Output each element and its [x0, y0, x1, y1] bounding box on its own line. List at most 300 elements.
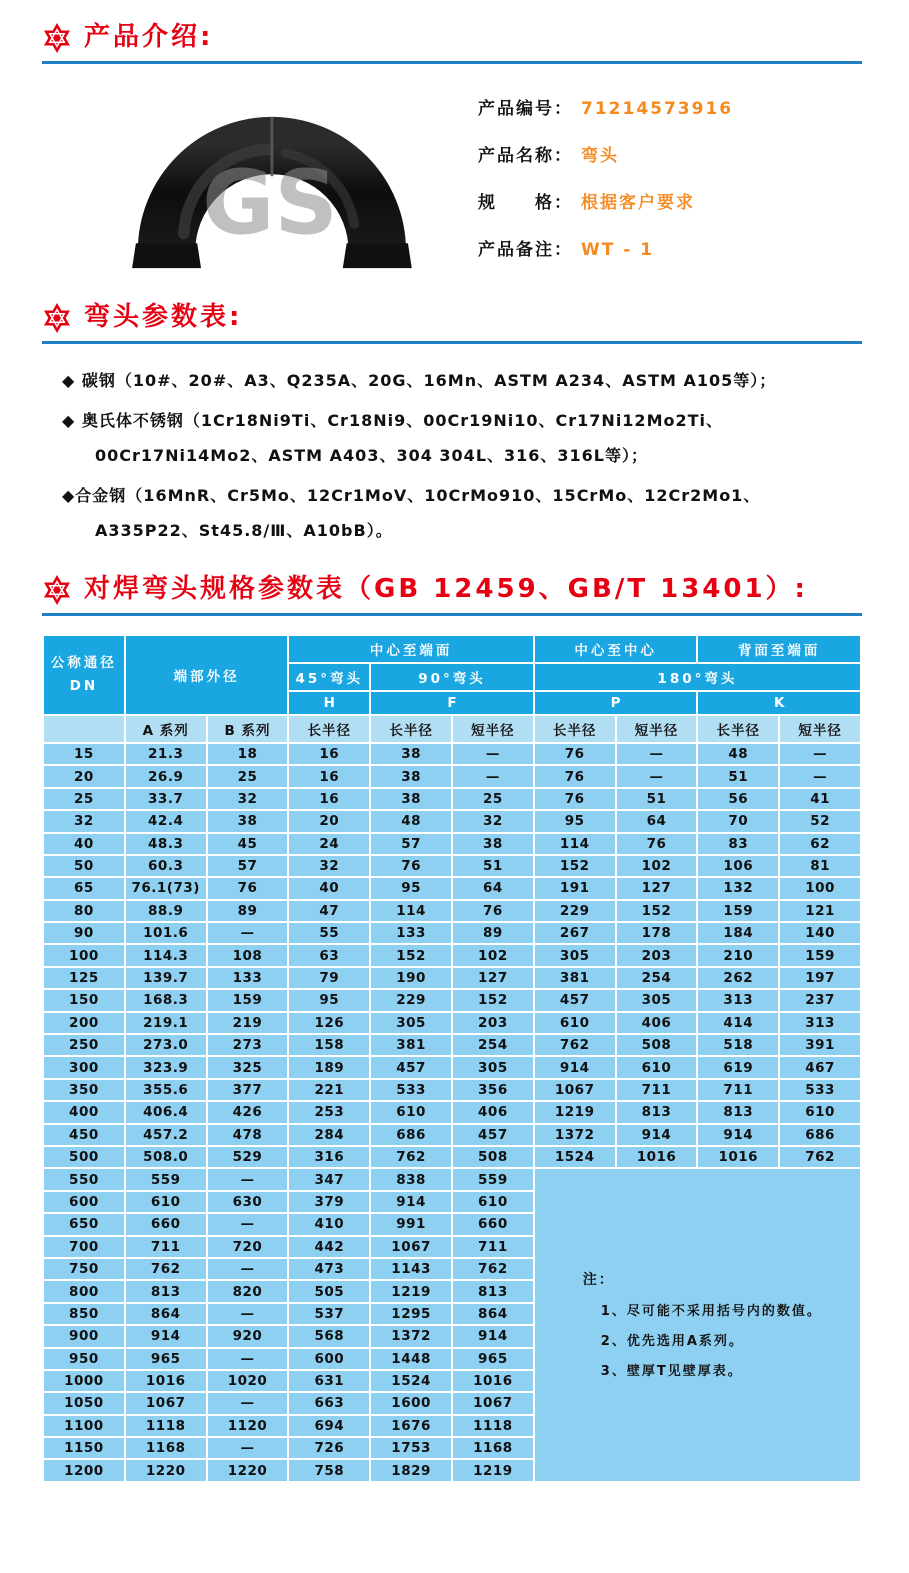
- table-cell: 537: [288, 1303, 370, 1325]
- table-cell: 1168: [452, 1437, 534, 1459]
- table-cell: 81: [779, 855, 861, 877]
- table-cell: 127: [616, 877, 698, 899]
- table-cell: —: [207, 1258, 289, 1280]
- table-cell: 178: [616, 922, 698, 944]
- table-row: [43, 833, 861, 855]
- table-cell: 762: [452, 1258, 534, 1280]
- table-notes: [534, 1168, 861, 1481]
- table-cell: 313: [779, 1012, 861, 1034]
- notes-item: 2、优先选用A系列。: [600, 1334, 744, 1350]
- table-cell: 457.2: [125, 1124, 207, 1146]
- table-cell: 1067: [534, 1079, 616, 1101]
- table-cell: 40: [43, 833, 125, 855]
- table-cell: 377: [207, 1079, 289, 1101]
- subheader-short-radius: 短半径: [779, 715, 861, 743]
- table-cell: —: [779, 743, 861, 765]
- table-cell: 168.3: [125, 989, 207, 1011]
- divider-line: [42, 61, 862, 64]
- col-header-dn-cn: 公称通径: [50, 655, 117, 672]
- table-cell: 457: [534, 989, 616, 1011]
- table-cell: 1372: [370, 1325, 452, 1347]
- table-cell: 25: [207, 765, 289, 787]
- table-cell: 48.3: [125, 833, 207, 855]
- table-cell: 711: [452, 1236, 534, 1258]
- table-row: [43, 1012, 861, 1034]
- table-cell: 16: [288, 743, 370, 765]
- product-image: [100, 90, 440, 272]
- table-cell: 133: [207, 967, 289, 989]
- table-cell: 45: [207, 833, 289, 855]
- table-row: [43, 855, 861, 877]
- table-cell: 16: [288, 765, 370, 787]
- table-cell: 132: [697, 877, 779, 899]
- gs-watermark: GS: [202, 151, 338, 255]
- col-header-f: F: [370, 691, 534, 715]
- notes-item: 3、壁厚T见壁厚表。: [600, 1364, 743, 1380]
- table-cell: 1448: [370, 1348, 452, 1370]
- table-cell: 32: [207, 788, 289, 810]
- table-cell: 190: [370, 967, 452, 989]
- table-cell: 95: [370, 877, 452, 899]
- table-cell: 600: [43, 1191, 125, 1213]
- table-cell: 25: [43, 788, 125, 810]
- table-cell: 700: [43, 1236, 125, 1258]
- table-cell: 610: [779, 1101, 861, 1123]
- table-cell: 305: [370, 1012, 452, 1034]
- table-cell: 1120: [207, 1415, 289, 1437]
- table-cell: 237: [779, 989, 861, 1011]
- table-cell: 60.3: [125, 855, 207, 877]
- subheader-long-radius: 长半径: [697, 715, 779, 743]
- table-cell: 406.4: [125, 1101, 207, 1123]
- table-cell: 965: [452, 1348, 534, 1370]
- table-cell: 127: [452, 967, 534, 989]
- table-row: [43, 1124, 861, 1146]
- table-cell: 1150: [43, 1437, 125, 1459]
- table-cell: 473: [288, 1258, 370, 1280]
- table-cell: 1372: [534, 1124, 616, 1146]
- table-cell: 203: [616, 944, 698, 966]
- table-cell: 152: [452, 989, 534, 1011]
- table-cell: 610: [370, 1101, 452, 1123]
- col-header-elbow-45: 45°弯头: [288, 663, 370, 691]
- table-cell: 121: [779, 900, 861, 922]
- table-cell: 711: [616, 1079, 698, 1101]
- intro-section-header: [42, 22, 862, 54]
- table-cell: 1067: [370, 1236, 452, 1258]
- table-cell: 189: [288, 1056, 370, 1078]
- spec-section-header: [42, 574, 862, 606]
- table-cell: 529: [207, 1146, 289, 1168]
- table-cell: 1067: [125, 1392, 207, 1414]
- table-cell: 1016: [697, 1146, 779, 1168]
- table-cell: 210: [697, 944, 779, 966]
- table-cell: 305: [534, 944, 616, 966]
- table-cell: 762: [125, 1258, 207, 1280]
- table-row: [43, 900, 861, 922]
- table-cell: 267: [534, 922, 616, 944]
- table-cell: 80: [43, 900, 125, 922]
- table-cell: 316: [288, 1146, 370, 1168]
- subheader-long-radius: 长半径: [370, 715, 452, 743]
- table-cell: 90: [43, 922, 125, 944]
- table-row: [43, 765, 861, 787]
- table-cell: 219.1: [125, 1012, 207, 1034]
- table-cell: 694: [288, 1415, 370, 1437]
- table-cell: 600: [288, 1348, 370, 1370]
- table-cell: 660: [125, 1213, 207, 1235]
- table-cell: —: [452, 743, 534, 765]
- table-cell: 726: [288, 1437, 370, 1459]
- table-cell: —: [207, 1168, 289, 1190]
- table-cell: 76: [370, 855, 452, 877]
- table-cell: 1143: [370, 1258, 452, 1280]
- table-cell: 50: [43, 855, 125, 877]
- table-cell: 1100: [43, 1415, 125, 1437]
- table-cell: 203: [452, 1012, 534, 1034]
- table-cell: 762: [779, 1146, 861, 1168]
- table-cell: 686: [779, 1124, 861, 1146]
- table-cell: 52: [779, 810, 861, 832]
- table-cell: 47: [288, 900, 370, 922]
- table-cell: 610: [452, 1191, 534, 1213]
- spec-table-wrap: [42, 634, 862, 1483]
- table-row: [43, 1056, 861, 1078]
- table-cell: 559: [125, 1168, 207, 1190]
- table-cell: 1524: [534, 1146, 616, 1168]
- table-cell: 26.9: [125, 765, 207, 787]
- material-item: ◆ 奥氏体不锈钢（1Cr18Ni9Ti、Cr18Ni9、00Cr19Ni10、Cr17Ni12Mo2Ti、00Cr17Ni14Mo2、ASTM A403、304 304L、316、316L等）；: [62, 411, 724, 465]
- table-cell: 950: [43, 1348, 125, 1370]
- notes-title: 注：: [582, 1272, 615, 1289]
- table-cell: 219: [207, 1012, 289, 1034]
- table-cell: —: [207, 1392, 289, 1414]
- table-cell: 89: [452, 922, 534, 944]
- subheader-short-radius: 短半径: [452, 715, 534, 743]
- table-cell: 686: [370, 1124, 452, 1146]
- table-cell: 838: [370, 1168, 452, 1190]
- table-cell: 1016: [452, 1370, 534, 1392]
- table-cell: 51: [616, 788, 698, 810]
- table-cell: —: [616, 765, 698, 787]
- table-cell: 79: [288, 967, 370, 989]
- notes-item: 1、尽可能不采用括号内的数值。: [600, 1304, 822, 1320]
- table-cell: 518: [697, 1034, 779, 1056]
- table-cell: 38: [370, 743, 452, 765]
- table-cell: 101.6: [125, 922, 207, 944]
- table-cell: 140: [779, 922, 861, 944]
- table-cell: 350: [43, 1079, 125, 1101]
- material-item: ◆ 碳钢（10#、20#、A3、Q235A、20G、16Mn、ASTM A234、ASTM A105等）；: [62, 371, 777, 390]
- table-cell: —: [207, 922, 289, 944]
- table-cell: 150: [43, 989, 125, 1011]
- table-cell: 631: [288, 1370, 370, 1392]
- table-cell: 1118: [452, 1415, 534, 1437]
- table-cell: 1829: [370, 1459, 452, 1481]
- table-cell: 356: [452, 1079, 534, 1101]
- table-cell: 253: [288, 1101, 370, 1123]
- table-cell: 152: [370, 944, 452, 966]
- table-cell: 21.3: [125, 743, 207, 765]
- table-cell: 991: [370, 1213, 452, 1235]
- table-cell: 610: [616, 1056, 698, 1078]
- table-cell: 914: [452, 1325, 534, 1347]
- product-field-label: 规 格：: [478, 193, 573, 213]
- col-header-elbow-90: 90°弯头: [370, 663, 534, 691]
- table-cell: 414: [697, 1012, 779, 1034]
- divider-line: [42, 613, 862, 616]
- table-cell: 550: [43, 1168, 125, 1190]
- product-field: [478, 94, 733, 119]
- col-header-center-to-center: 中心至中心: [534, 635, 698, 663]
- table-cell: 864: [125, 1303, 207, 1325]
- table-cell: 102: [616, 855, 698, 877]
- table-cell: 914: [534, 1056, 616, 1078]
- table-cell: 850: [43, 1303, 125, 1325]
- product-field-label: 产品编号：: [478, 99, 573, 119]
- table-cell: 381: [534, 967, 616, 989]
- subheader-long-radius: 长半径: [288, 715, 370, 743]
- table-cell: 55: [288, 922, 370, 944]
- table-cell: 900: [43, 1325, 125, 1347]
- table-cell: 262: [697, 967, 779, 989]
- table-cell: 663: [288, 1392, 370, 1414]
- table-cell: 1118: [125, 1415, 207, 1437]
- table-row: [43, 1034, 861, 1056]
- table-cell: 133: [370, 922, 452, 944]
- table-cell: 139.7: [125, 967, 207, 989]
- table-cell: 381: [370, 1034, 452, 1056]
- table-cell: 15: [43, 743, 125, 765]
- table-cell: 914: [616, 1124, 698, 1146]
- spec-section-title: 对焊弯头规格参数表（GB 12459、GB/T 13401）:: [84, 574, 808, 605]
- table-cell: 1016: [125, 1370, 207, 1392]
- table-cell: 152: [616, 900, 698, 922]
- col-header-k: K: [697, 691, 861, 715]
- table-cell: 254: [616, 967, 698, 989]
- table-row: [43, 1168, 861, 1190]
- table-cell: 184: [697, 922, 779, 944]
- table-cell: 126: [288, 1012, 370, 1034]
- table-row: [43, 1101, 861, 1123]
- table-cell: 426: [207, 1101, 289, 1123]
- table-cell: 650: [43, 1213, 125, 1235]
- table-cell: 41: [779, 788, 861, 810]
- table-cell: 1295: [370, 1303, 452, 1325]
- table-cell: 250: [43, 1034, 125, 1056]
- table-cell: 76: [452, 900, 534, 922]
- table-cell: 89: [207, 900, 289, 922]
- table-cell: 1676: [370, 1415, 452, 1437]
- table-cell: 51: [452, 855, 534, 877]
- table-cell: 1600: [370, 1392, 452, 1414]
- table-cell: 379: [288, 1191, 370, 1213]
- product-field-value: 根据客户要求: [581, 193, 695, 213]
- table-cell: 323.9: [125, 1056, 207, 1078]
- table-cell: 750: [43, 1258, 125, 1280]
- table-cell: 159: [779, 944, 861, 966]
- table-cell: 76: [207, 877, 289, 899]
- params-section-title: 弯头参数表:: [84, 302, 243, 333]
- table-cell: 125: [43, 967, 125, 989]
- product-field: [478, 235, 733, 260]
- table-cell: 1016: [616, 1146, 698, 1168]
- product-field-value: 71214573916: [581, 99, 734, 119]
- table-cell: 711: [125, 1236, 207, 1258]
- table-cell: 284: [288, 1124, 370, 1146]
- table-cell: 152: [534, 855, 616, 877]
- table-cell: 76: [534, 788, 616, 810]
- subheader-series-b: B 系列: [207, 715, 289, 743]
- table-cell: 442: [288, 1236, 370, 1258]
- table-cell: 76: [534, 765, 616, 787]
- table-cell: 813: [452, 1280, 534, 1302]
- table-row: [43, 1079, 861, 1101]
- table-cell: 325: [207, 1056, 289, 1078]
- table-cell: 18: [207, 743, 289, 765]
- table-cell: 1220: [125, 1459, 207, 1481]
- table-cell: 83: [697, 833, 779, 855]
- table-cell: 57: [207, 855, 289, 877]
- spec-table-body: [43, 743, 861, 1482]
- col-header-back-to-end: 背面至端面: [697, 635, 861, 663]
- table-cell: 1219: [534, 1101, 616, 1123]
- subheader-long-radius: 长半径: [534, 715, 616, 743]
- table-cell: 505: [288, 1280, 370, 1302]
- table-cell: 508: [452, 1146, 534, 1168]
- table-cell: 38: [370, 765, 452, 787]
- table-cell: 229: [370, 989, 452, 1011]
- table-cell: 400: [43, 1101, 125, 1123]
- table-cell: 820: [207, 1280, 289, 1302]
- table-cell: 63: [288, 944, 370, 966]
- table-cell: 410: [288, 1213, 370, 1235]
- table-cell: 914: [370, 1191, 452, 1213]
- table-cell: 273: [207, 1034, 289, 1056]
- table-cell: 762: [534, 1034, 616, 1056]
- elbow-image: [100, 90, 440, 272]
- product-info: [478, 90, 733, 272]
- table-cell: 305: [452, 1056, 534, 1078]
- table-cell: 57: [370, 833, 452, 855]
- col-header-dn: [43, 635, 125, 715]
- table-cell: 568: [288, 1325, 370, 1347]
- table-cell: 33.7: [125, 788, 207, 810]
- table-row: [43, 1146, 861, 1168]
- table-cell: 313: [697, 989, 779, 1011]
- table-cell: 508: [616, 1034, 698, 1056]
- table-cell: 32: [288, 855, 370, 877]
- product-field-label: 产品备注：: [478, 240, 573, 260]
- table-cell: 42.4: [125, 810, 207, 832]
- star-icon: [42, 302, 72, 334]
- star-icon: [42, 22, 72, 54]
- table-cell: 1020: [207, 1370, 289, 1392]
- table-cell: 610: [534, 1012, 616, 1034]
- table-cell: 467: [779, 1056, 861, 1078]
- table-cell: 813: [697, 1101, 779, 1123]
- table-cell: 64: [452, 877, 534, 899]
- table-row: [43, 743, 861, 765]
- table-cell: 40: [288, 877, 370, 899]
- table-cell: 1219: [370, 1280, 452, 1302]
- divider-line: [42, 341, 862, 344]
- col-header-end-od: 端部外径: [125, 635, 289, 715]
- table-cell: 711: [697, 1079, 779, 1101]
- table-cell: 533: [779, 1079, 861, 1101]
- table-cell: 1220: [207, 1459, 289, 1481]
- table-row: [43, 788, 861, 810]
- params-section-header: [42, 302, 862, 334]
- table-cell: 25: [452, 788, 534, 810]
- table-cell: 1200: [43, 1459, 125, 1481]
- table-cell: 619: [697, 1056, 779, 1078]
- col-header-elbow-180: 180°弯头: [534, 663, 861, 691]
- table-row: [43, 922, 861, 944]
- table-cell: 300: [43, 1056, 125, 1078]
- table-cell: 108: [207, 944, 289, 966]
- table-cell: 114: [370, 900, 452, 922]
- table-cell: 102: [452, 944, 534, 966]
- material-item: ◆合金钢（16MnR、Cr5Mo、12Cr1MoV、10CrMo910、15CrMo、12Cr2Mo1、A335P22、St45.8/Ⅲ、A10bB）。: [62, 486, 761, 540]
- table-cell: 457: [370, 1056, 452, 1078]
- product-field-value: WT - 1: [581, 240, 655, 260]
- table-cell: 1000: [43, 1370, 125, 1392]
- col-header-center-to-end: 中心至端面: [288, 635, 533, 663]
- star-icon: [42, 574, 72, 606]
- table-cell: 20: [43, 765, 125, 787]
- table-cell: 533: [370, 1079, 452, 1101]
- table-cell: 478: [207, 1124, 289, 1146]
- table-cell: 347: [288, 1168, 370, 1190]
- table-cell: 197: [779, 967, 861, 989]
- table-cell: 106: [697, 855, 779, 877]
- table-cell: 630: [207, 1191, 289, 1213]
- table-cell: 51: [697, 765, 779, 787]
- intro-section-title: 产品介绍:: [84, 22, 214, 53]
- table-cell: 920: [207, 1325, 289, 1347]
- table-cell: 16: [288, 788, 370, 810]
- table-row: [43, 989, 861, 1011]
- table-cell: 1050: [43, 1392, 125, 1414]
- product-block: [42, 90, 862, 272]
- table-cell: 406: [616, 1012, 698, 1034]
- table-row: [43, 944, 861, 966]
- table-cell: 758: [288, 1459, 370, 1481]
- table-cell: 32: [43, 810, 125, 832]
- table-cell: 500: [43, 1146, 125, 1168]
- table-cell: 406: [452, 1101, 534, 1123]
- subheader-empty: [43, 715, 125, 743]
- table-cell: —: [452, 765, 534, 787]
- table-cell: 1067: [452, 1392, 534, 1414]
- table-cell: 864: [452, 1303, 534, 1325]
- table-cell: 100: [43, 944, 125, 966]
- table-cell: 76: [534, 743, 616, 765]
- table-cell: 95: [534, 810, 616, 832]
- table-cell: 48: [370, 810, 452, 832]
- col-header-p: P: [534, 691, 698, 715]
- spec-table: [42, 634, 862, 1483]
- table-cell: 965: [125, 1348, 207, 1370]
- product-field: [478, 141, 733, 166]
- col-header-dn-en: DN: [69, 677, 99, 694]
- product-field-value: 弯头: [581, 146, 619, 166]
- table-cell: 24: [288, 833, 370, 855]
- table-cell: 221: [288, 1079, 370, 1101]
- table-row: [43, 810, 861, 832]
- table-cell: 610: [125, 1191, 207, 1213]
